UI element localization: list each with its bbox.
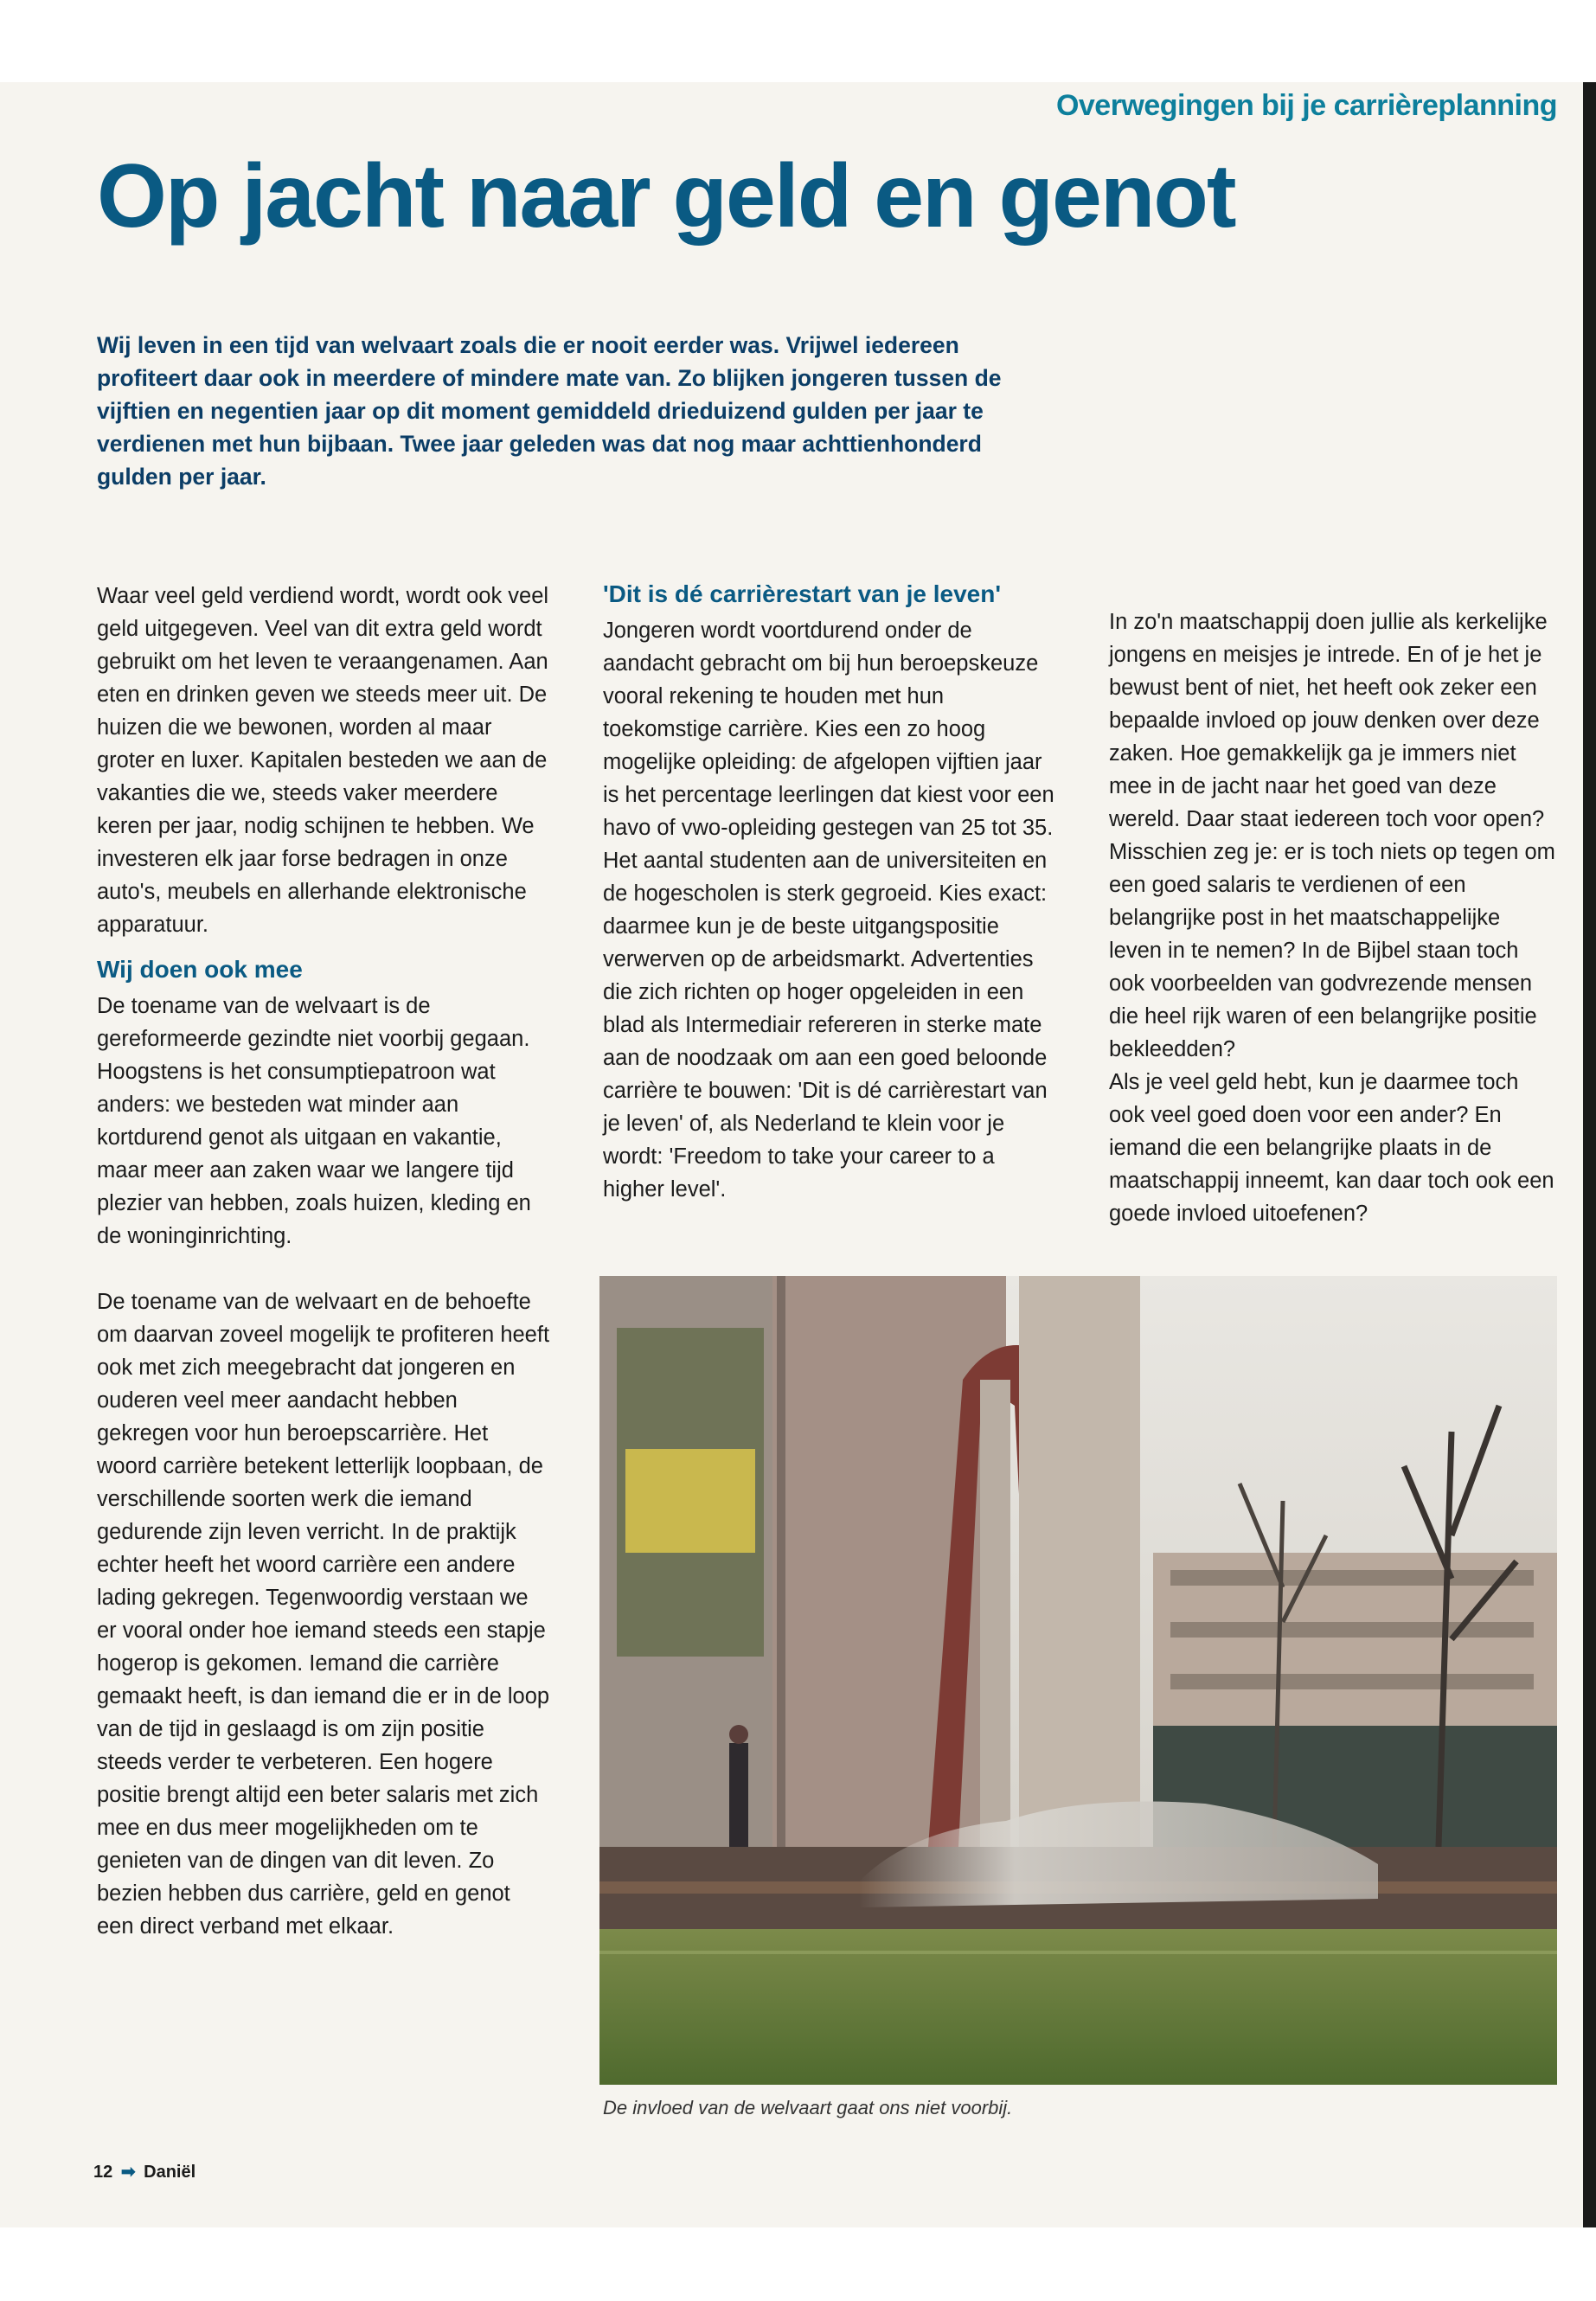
column-1	[97, 580, 551, 1943]
column-3-paragraph-3: Als je veel geld hebt, kun je daarmee toch ook veel goed doen voor een ander? En iemand die een belangrijke plaats in de maatschappij inneemt, kan daar toch ook een goede invloed uitoefenen?	[1109, 1070, 1554, 1226]
section-kicker: Overwegingen bij je carrièreplanning	[1055, 89, 1557, 122]
article-photo	[599, 1276, 1557, 2085]
column-1-paragraph-2: De toename van de welvaart is de gereformeerde gezindte niet voorbij gegaan. Hoogstens is het consumptiepatroon wat anders: we besteden wat minder aan kortdurend genot als uitgaan en vakantie, maar meer aan zaken waar we langere tijd plezier van hebben, zoals huizen, kleding en de woninginrichting.	[97, 994, 531, 1248]
photo-caption: De invloed van de welvaart gaat ons niet voorbij.	[603, 2097, 1013, 2118]
magazine-name: Daniël	[144, 2163, 196, 2182]
column-2	[603, 578, 1057, 1206]
article-title: Op jacht naar geld en genot	[97, 146, 1235, 247]
bottom-margin	[0, 2227, 1596, 2301]
subheading-wij-doen-ook-mee: Wij doen ook mee	[97, 956, 303, 983]
page-number: 12	[93, 2163, 113, 2182]
column-3	[1109, 606, 1559, 1230]
page-footer	[93, 2161, 195, 2182]
column-3-paragraph-2: Misschien zeg je: er is toch niets op tegen om een goed salaris te verdienen of een belangrijke post in het maatschappelijke leven in te nemen? In de Bijbel staan toch ook voorbeelden van godvrezende mensen die heel rijk waren of een belangrijke positie bekleedden?	[1109, 840, 1555, 1061]
top-margin	[0, 0, 1596, 82]
column-1-paragraph-1: Waar veel geld verdiend wordt, wordt ook veel geld uitgegeven. Veel van dit extra geld wordt gebruikt om het leven te veraangenamen. Aan eten en drinken geven we steeds meer uit. De huizen die we bewonen, worden al maar groter en luxer. Kapitalen besteden we aan de vakanties die we, steeds vaker meerdere keren per jaar, nodig schijnen te hebben. We investeren elk jaar forse bedragen in onze auto's, meubels en allerhande elektronische apparatuur.	[97, 584, 549, 937]
column-1-paragraph-3: De toename van de welvaart en de behoefte om daarvan zoveel mogelijk te profiteren heeft ook met zich meegebracht dat jongeren en ouderen veel meer aandacht hebben gekregen voor hun beroepscarrière. Het woord carrière betekent letterlijk loopbaan, de verschillende soorten werk die iemand gedurende zijn leven verricht. In de praktijk echter heeft het woord carrière een andere lading gekregen. Tegenwoordig verstaan we er vooral onder hoe iemand steeds een stapje hogerop is gekomen. Iemand die carrière gemaakt heeft, is dan iemand die er in de loop van de tijd in geslaagd is om zijn positie steeds verder te verbeteren. Een hogere positie brengt altijd een beter salaris met zich mee en dus meer mogelijkheden om te genieten van de dingen van dit leven. Zo bezien hebben dus carrière, geld en genot een direct verband met elkaar.	[97, 1290, 550, 1939]
arrow-right-icon: ➡	[120, 2163, 136, 2182]
column-2-paragraph-1: Jongeren wordt voortdurend onder de aandacht gebracht om bij hun beroepskeuze vooral rekening te houden met hun toekomstige carrière. Kies een zo hoog mogelijke opleiding: de afgelopen vijftien jaar is het percentage leerlingen dat kiest voor een havo of vwo-opleiding gestegen van 25 tot 35. Het aantal studenten aan de universiteiten en de hogescholen is sterk gegroeid. Kies exact: daarmee kun je de beste uitgangspositie verwerven op de arbeidsmarkt. Advertenties die zich richten op hoger opgeleiden in een blad als Intermediair refereren in sterke mate aan de noodzaak om aan een goed beloonde carrière te bouwen: 'Dit is dé carrièrestart van je leven' of, als Nederland te klein voor je wordt: 'Freedom to take your career to a higher level'.	[603, 619, 1054, 1202]
paragraph-gap	[97, 1253, 551, 1285]
subheading-carrierestart: 'Dit is dé carrièrestart van je leven'	[603, 580, 1001, 607]
street-scene-illustration	[599, 1276, 1557, 2085]
column-3-paragraph-1: In zo'n maatschappij doen jullie als kerkelijke jongens en meisjes je intrede. En of je het je bewust bent of niet, het heeft ook zeker een bepaalde invloed op jouw denken over deze zaken. Hoe gemakkelijk ga je immers niet mee in de jacht naar het goed van deze wereld. Daar staat iedereen toch voor open?	[1109, 610, 1548, 831]
article-lead: Wij leven in een tijd van welvaart zoals die er nooit eerder was. Vrijwel iedereen profiteert daar ook in meerdere of mindere mate van. Zo blijken jongeren tussen de vijftien en negentien jaar op dit moment gemiddeld drieduizend gulden per jaar te verdienen met hun bijbaan. Twee jaar geleden was dat nog maar achttienhonderd gulden per jaar.	[97, 332, 1002, 490]
